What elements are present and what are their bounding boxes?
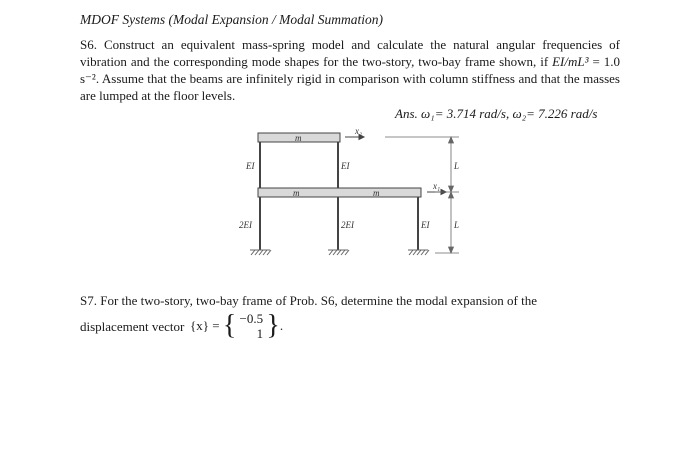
stiffness-label-upper-mid: EI bbox=[341, 161, 350, 171]
dimension-label-upper: L bbox=[454, 161, 460, 171]
stiffness-label-upper-left: EI bbox=[246, 161, 255, 171]
vector-lhs: {x} = bbox=[190, 318, 220, 333]
stiffness-label-lower-mid: 2EI bbox=[341, 220, 354, 230]
problem-s6-statement-b: Assume that the beams are infinitely rigid in comparison with column stiffness and that the masses are lumped at the floor levels. bbox=[80, 71, 620, 103]
mass-label-mid-left: m bbox=[293, 188, 300, 198]
problem-s6-text bbox=[80, 36, 620, 104]
page-title: MDOF Systems (Modal Expansion / Modal Summation) bbox=[80, 12, 383, 27]
mass-label-mid-right: m bbox=[373, 188, 380, 198]
dimension-label-lower: L bbox=[454, 220, 460, 230]
omega-2: ω₂= 7.226 rad/s bbox=[512, 106, 598, 121]
answer-prefix: Ans. bbox=[395, 106, 418, 121]
vector-period: . bbox=[279, 318, 284, 333]
vector-entry-top: −0.5 bbox=[239, 311, 264, 326]
stiffness-ratio-value: = 1.0 s⁻². bbox=[80, 54, 620, 86]
problem-s6-statement-a: Construct an equivalent mass-spring model and calculate the natural angular frequencies of vibration and the corresponding mode shapes for the two-story, two-bay frame shown, if bbox=[80, 37, 620, 69]
mass-label-top: m bbox=[295, 133, 302, 143]
stiffness-ratio: EI/mL³ bbox=[552, 54, 589, 69]
problem-s7-label: S7. bbox=[80, 293, 97, 308]
omega-1: ω₁= 3.714 rad/s, bbox=[421, 106, 510, 121]
stiffness-label-lower-right: EI bbox=[421, 220, 430, 230]
right-brace: } bbox=[266, 310, 280, 341]
answer-s6 bbox=[395, 106, 597, 122]
disp-label-top: x₂ bbox=[355, 126, 363, 136]
disp-label-mid: x₁ bbox=[433, 181, 441, 191]
problem-s7-statement: For the two-story, two-bay frame of Prob. S6, determine the modal expansion of the bbox=[100, 293, 537, 308]
two-story-frame-figure bbox=[225, 125, 465, 270]
problem-s6-label: S6. bbox=[80, 37, 97, 52]
vector-entries bbox=[240, 311, 264, 341]
stiffness-label-lower-left: 2EI bbox=[239, 220, 252, 230]
left-brace: { bbox=[222, 310, 237, 341]
vector-entry-bottom: 1 bbox=[256, 326, 264, 341]
first-floor-beam bbox=[258, 188, 421, 197]
displacement-vector bbox=[190, 308, 283, 344]
fixed-support-hatching bbox=[250, 250, 429, 255]
problem-s7-text bbox=[80, 292, 620, 309]
problem-s7-line2: displacement vector bbox=[80, 319, 185, 334]
